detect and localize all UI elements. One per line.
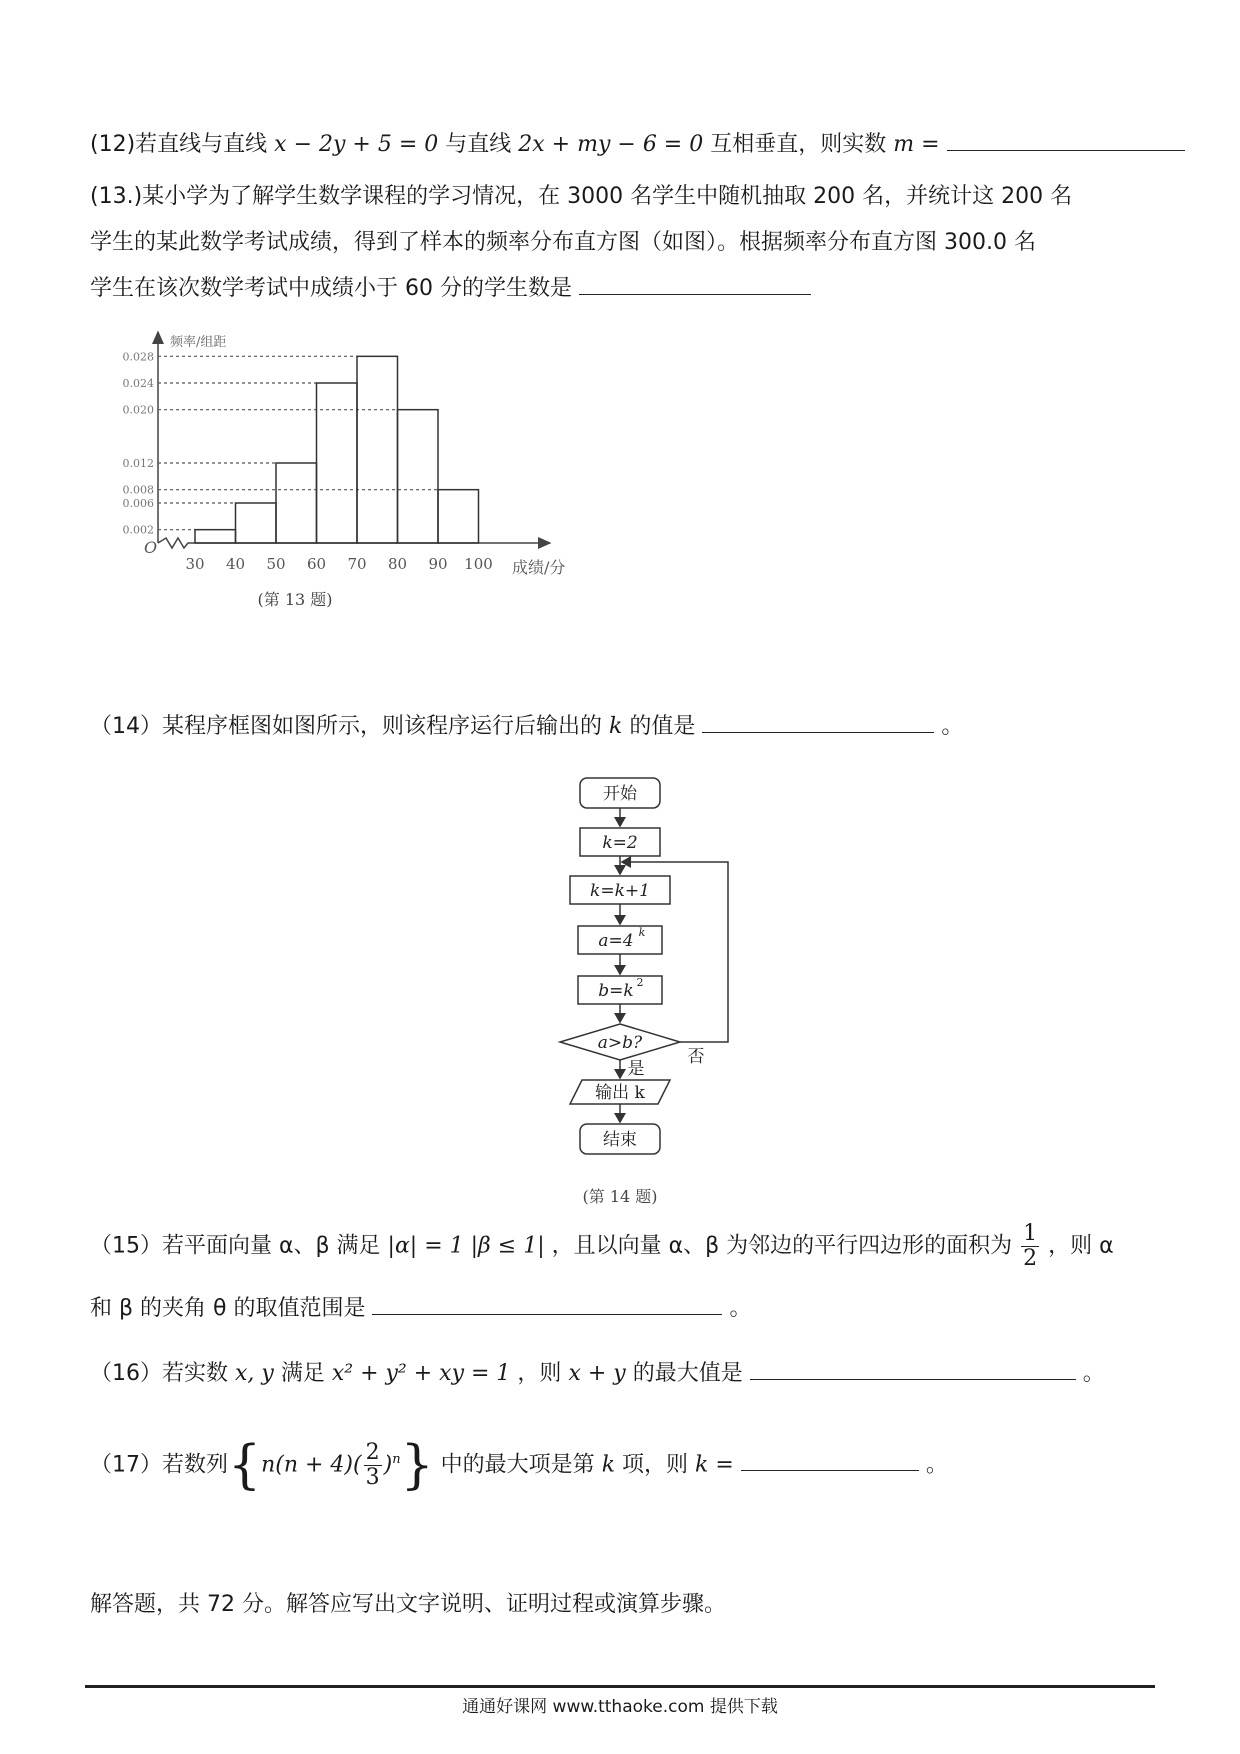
q16-part-2: 满足 (280, 1361, 325, 1386)
q12-answer-blank (947, 128, 1185, 151)
q15-cond-a: |α| = 1 (387, 1233, 464, 1259)
q17-fraction-numerator: 2 (365, 1439, 380, 1465)
question-15-line-2 (90, 1292, 1150, 1326)
question-14 (90, 710, 1150, 744)
q16-end: 。 (1082, 1361, 1105, 1386)
q15-end: 。 (729, 1296, 752, 1321)
q14-end: 。 (941, 714, 964, 739)
histogram-caption: (第 13 题) (257, 590, 333, 609)
q12-mid: 与直线 (445, 132, 512, 157)
flow-assign-a-exponent: k (638, 926, 646, 939)
q15-part-3: ，则 α (1048, 1233, 1114, 1259)
program-flowchart (550, 770, 750, 1210)
flow-condition-label: a>b? (597, 1033, 643, 1053)
y-tick-label: 0.006 (122, 497, 154, 510)
q16-part-1: （16）若实数 (90, 1361, 228, 1386)
q12-equation-1: x − 2y + 5 = 0 (274, 132, 439, 157)
flow-yes-label: 是 (627, 1059, 645, 1079)
flow-assign-a-label: a=4 (598, 931, 634, 951)
q15-fraction-denominator: 2 (1023, 1246, 1038, 1271)
q14-text: （14）某程序框图如图所示，则该程序运行后输出的 (90, 714, 602, 739)
q17-fraction (364, 1441, 382, 1490)
flowchart-caption: (第 14 题) (582, 1187, 658, 1206)
q12-equation-2: 2x + my − 6 = 0 (518, 132, 704, 157)
q15-line-2-text: 和 β 的夹角 θ 的取值范围是 (90, 1296, 366, 1321)
question-16 (90, 1357, 1150, 1391)
axis-origin: O (144, 538, 158, 557)
q16-answer-blank (750, 1357, 1076, 1380)
q17-var-2: k (695, 1452, 709, 1478)
flow-assign-b-exponent: 2 (636, 976, 644, 989)
y-tick-label: 0.002 (122, 523, 154, 537)
x-tick-label: 50 (266, 555, 286, 573)
section-heading: 解答题，共 72 分。解答应写出文字说明、证明过程或演算步骤。 (90, 1592, 726, 1617)
q16-part-4: 的最大值是 (632, 1361, 743, 1386)
q12-var: m (893, 132, 915, 157)
q14-answer-blank (702, 710, 934, 733)
flow-end-label: 结束 (603, 1130, 637, 1150)
q17-part-2: 中的最大项是第 (440, 1452, 595, 1478)
histogram-bar (236, 503, 277, 543)
question-13-line-1: (13.)某小学为了解学生数学课程的学习情况，在 3000 名学生中随机抽取 200 名，并统计这 200 名 (90, 184, 1073, 209)
q15-fraction-numerator: 1 (1023, 1221, 1038, 1246)
y-tick-label: 0.028 (122, 350, 154, 364)
q16-part-3: ，则 (517, 1361, 562, 1386)
footer-text: 通通好课网 www.tthaoke.com 提供下载 (462, 1697, 778, 1717)
x-axis-label: 成绩/分 (512, 558, 566, 577)
histogram-bar (398, 410, 439, 543)
q17-answer-blank (741, 1448, 919, 1471)
q15-fraction (1021, 1222, 1039, 1271)
q15-cond-b: |β ≤ 1| (470, 1233, 545, 1259)
flow-start-label: 开始 (603, 784, 637, 804)
x-tick-label: 80 (387, 555, 408, 573)
x-tick-label: 100 (464, 555, 493, 573)
q13-answer-blank (579, 272, 811, 295)
q16-equation: x² + y² + xy = 1 (331, 1361, 511, 1386)
q15-answer-blank (372, 1292, 722, 1315)
q15-part-2: ，且以向量 α、β 为邻边的平行四边形的面积为 (551, 1233, 1013, 1259)
question-13-line-3 (90, 272, 1150, 306)
histogram-bar (317, 383, 358, 543)
q13-line-3-text: 学生在该次数学考试中成绩小于 60 分的学生数是 (90, 276, 572, 301)
question-17 (90, 1430, 1150, 1495)
y-tick-label: 0.008 (122, 483, 154, 497)
flow-increment-label: k=k+1 (590, 881, 650, 901)
y-tick-label: 0.020 (122, 403, 154, 417)
q17-seq-b: ) (383, 1452, 393, 1478)
flow-output-label: 输出 k (595, 1083, 645, 1103)
q14-var: k (609, 714, 623, 739)
q17-end: 。 (925, 1452, 948, 1478)
y-tick-label: 0.012 (122, 457, 154, 470)
q14-suffix: 的值是 (629, 714, 696, 739)
q17-part-3: 项，则 (622, 1452, 689, 1478)
question-12 (90, 128, 1150, 162)
y-tick-label: 0.024 (122, 377, 154, 390)
q17-left-brace: { (228, 1435, 262, 1496)
q16-vars: x, y (235, 1361, 274, 1386)
histogram-bar (276, 463, 317, 543)
q17-fraction-denominator: 3 (365, 1464, 380, 1490)
x-tick-label: 70 (347, 555, 367, 573)
q17-seq-a: n(n + 4)( (261, 1452, 362, 1478)
q17-seq-exponent: n (392, 1452, 401, 1467)
question-13-line-2: 学生的某此数学考试成绩，得到了样本的频率分布直方图（如图）。根据频率分布直方图 300.0 名 (90, 230, 1036, 255)
histogram-bar (195, 530, 236, 543)
q17-part-1: （17）若数列 (90, 1452, 228, 1478)
flow-init-label: k=2 (602, 833, 638, 853)
footer-rule (85, 1685, 1155, 1688)
q12-suffix: 互相垂直，则实数 (710, 132, 887, 157)
question-15-line-1 (90, 1222, 1150, 1271)
x-tick-label: 60 (306, 555, 327, 573)
q15-part-1: （15）若平面向量 α、β 满足 (90, 1233, 381, 1259)
q12-eq-sign: = (921, 132, 940, 157)
q17-eq-sign: = (715, 1452, 734, 1478)
q17-var: k (601, 1452, 616, 1478)
histogram-bar (357, 356, 398, 543)
q17-right-brace: } (400, 1435, 434, 1496)
y-axis-label: 频率/组距 (170, 335, 227, 350)
frequency-histogram (100, 318, 660, 688)
q16-expression: x + y (568, 1361, 626, 1386)
x-tick-label: 90 (428, 555, 448, 573)
q12-prefix: (12)若直线与直线 (90, 132, 268, 157)
flow-no-label: 否 (687, 1047, 705, 1067)
histogram-bar (438, 490, 479, 543)
x-tick-label: 30 (185, 555, 205, 573)
x-tick-label: 40 (225, 555, 246, 573)
flow-assign-b-label: b=k (598, 981, 634, 1001)
